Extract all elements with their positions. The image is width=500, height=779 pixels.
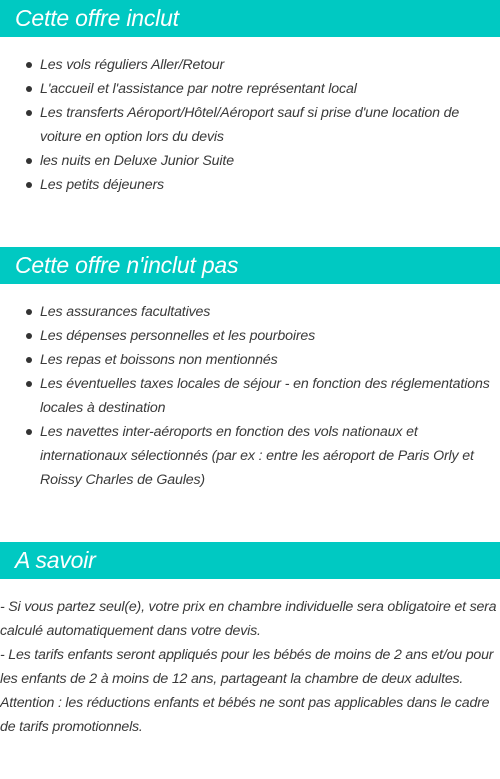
list-item: L'accueil et l'assistance par notre représentant local — [0, 77, 500, 101]
bullet-icon — [26, 381, 32, 387]
info-line: Attention : les réductions enfants et bébés ne sont pas applicables dans le cadre de tarifs promotionnels. — [0, 695, 490, 735]
section-title: Cette offre n'inclut pas — [15, 252, 239, 278]
bullet-icon — [26, 182, 32, 188]
list-item: les nuits en Deluxe Junior Suite — [0, 149, 500, 173]
section-title: A savoir — [15, 547, 96, 573]
list-item: Les assurances facultatives — [0, 300, 500, 324]
list-item: Les repas et boissons non mentionnés — [0, 348, 500, 372]
section-header-excludes — [0, 247, 500, 284]
excludes-list — [0, 300, 500, 492]
bullet-icon — [26, 333, 32, 339]
info-line: - Si vous partez seul(e), votre prix en chambre individuelle sera obligatoire et sera calculé automatiquement dans votre devis. — [0, 599, 497, 639]
bullet-icon — [26, 62, 32, 68]
list-item: Les dépenses personnelles et les pourboires — [0, 324, 500, 348]
section-header-good-to-know — [0, 542, 500, 579]
list-item: Les éventuelles taxes locales de séjour - en fonction des réglementations locales à destination — [0, 372, 500, 420]
info-line: - Les tarifs enfants seront appliqués pour les bébés de moins de 2 ans et/ou pour les enfants de 2 à moins de 12 ans, partageant la chambre de deux adultes. — [0, 647, 494, 687]
includes-list — [0, 53, 500, 197]
bullet-icon — [26, 110, 32, 116]
list-item: Les transferts Aéroport/Hôtel/Aéroport sauf si prise d'une location de voiture en option lors du devis — [0, 101, 500, 149]
bullet-icon — [26, 357, 32, 363]
bullet-icon — [26, 309, 32, 315]
bullet-icon — [26, 429, 32, 435]
list-item: Les vols réguliers Aller/Retour — [0, 53, 500, 77]
bullet-icon — [26, 158, 32, 164]
section-title: Cette offre inclut — [15, 5, 179, 31]
bullet-icon — [26, 86, 32, 92]
list-item: Les navettes inter-aéroports en fonction des vols nationaux et internationaux sélectionnés (par ex : entre les aéroport de Paris Orly et Roissy Charles de Gaules) — [0, 420, 500, 492]
list-item: Les petits déjeuners — [0, 173, 500, 197]
section-header-includes — [0, 0, 500, 37]
good-to-know-text — [0, 595, 500, 739]
